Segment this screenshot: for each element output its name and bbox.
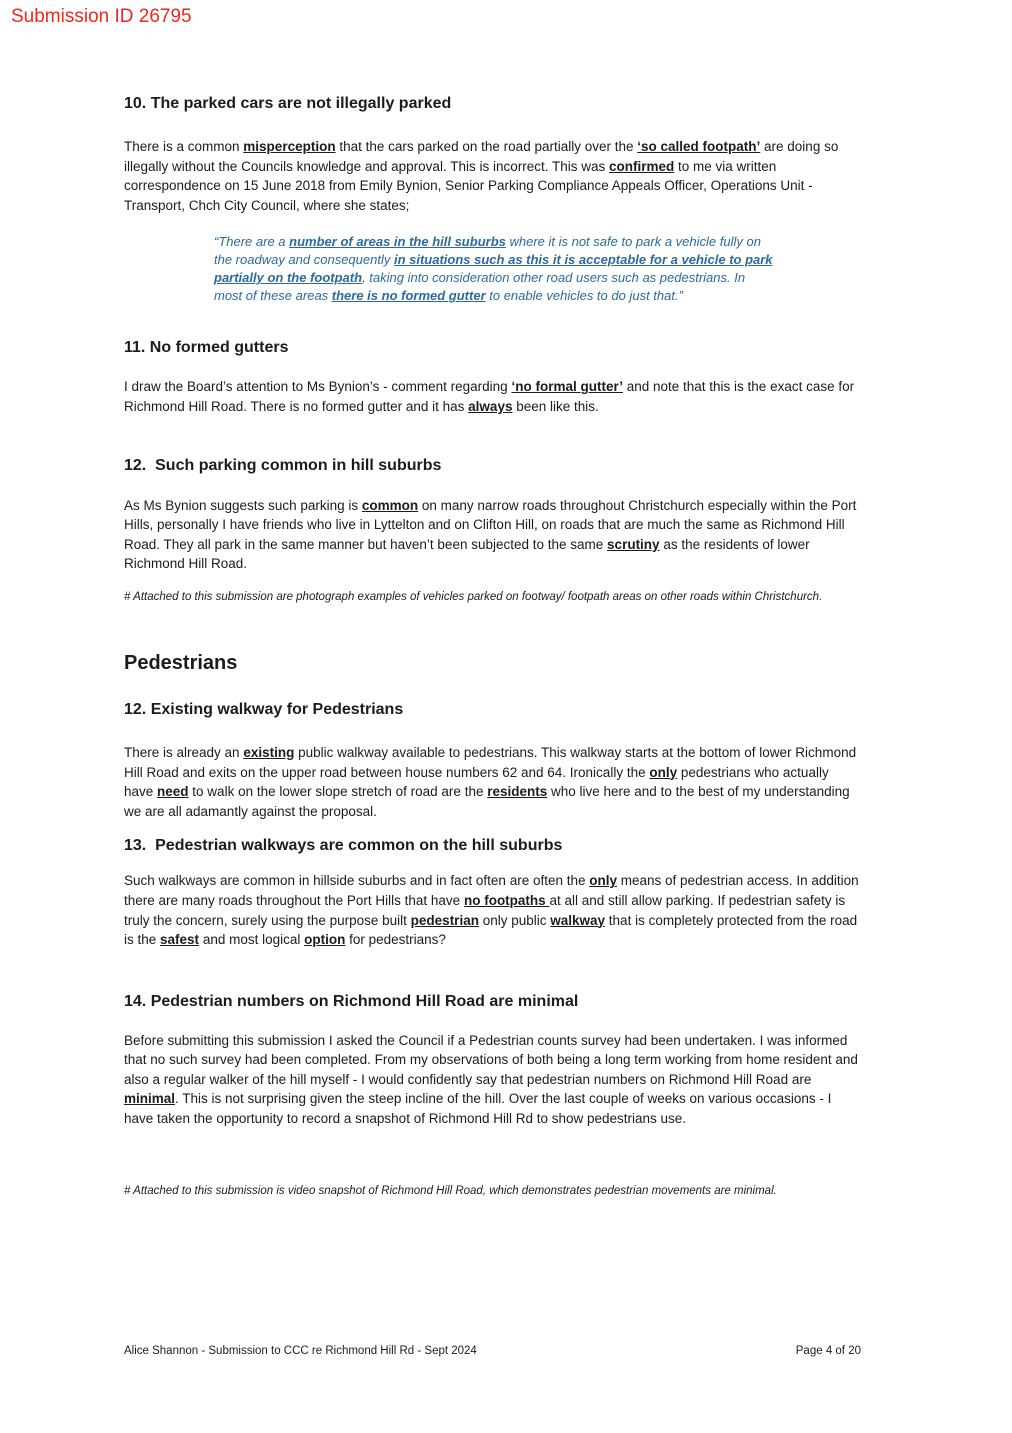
text-run: public walkway available to pedestrians. This walkway starts at the bottom of lower Richmond Hill Road and exits on the upper road between house numbers 62 and 64. Ironically the (124, 744, 857, 780)
text-run: ‘no formal gutter’ (511, 379, 623, 395)
text-run: as the residents of lower Richmond Hill Road. (124, 536, 810, 572)
text-run: always (468, 398, 513, 414)
attachment-note-photographs: # Attached to this submission are photograph examples of vehicles parked on footway/ footpath areas on other roads within Christchurch. (124, 590, 823, 603)
text-run: scrutiny (607, 536, 660, 552)
text-run: pedestrian (410, 912, 479, 928)
text-run: common (361, 497, 419, 513)
footer-page-number: Page 4 of 20 (795, 1345, 861, 1357)
text-run: option (304, 932, 346, 948)
bynion-quote-block (214, 233, 774, 305)
text-run: pedestrians who actually have (124, 764, 829, 800)
document-body (124, 0, 861, 1199)
section-14-heading: 14. Pedestrian numbers on Richmond Hill Road are minimal (124, 992, 579, 1010)
text-run: Before submitting this submission I asked the Council if a Pedestrian counts survey had been undertaken. I was informed that no such survey had been completed. From my observations of both being a long term working from home resident and also a regular walker of the hill myself - I would confidently say that pedestrian numbers on Richmond Hill Road are (124, 1032, 858, 1087)
text-run: and most logical (199, 932, 305, 948)
text-run: where it is not safe to park a vehicle fully on the roadway and consequently (214, 234, 761, 268)
section-12-paragraph (124, 496, 861, 574)
pedestrians-section-heading: Pedestrians (124, 651, 238, 674)
text-run: confirmed (609, 158, 675, 174)
text-run: . This is not surprising given the steep incline of the hill. Over the last couple of weeks on various occasions - I have taken the opportunity to record a snapshot of Richmond Hill Rd to show pedestrians use. (124, 1091, 832, 1127)
text-run: for pedestrians? (345, 932, 446, 948)
footer-author-text: Alice Shannon - Submission to CCC re Richmond Hill Rd - Sept 2024 (124, 1345, 477, 1357)
section-13-paragraph (124, 871, 861, 949)
section-12b-paragraph (124, 743, 861, 821)
text-run: There is a common (124, 139, 244, 154)
text-run: no footpaths (463, 892, 550, 908)
text-run: means of pedestrian access. In addition there are many roads throughout the Port Hills that have (124, 873, 859, 908)
page-footer (124, 1344, 861, 1358)
text-run: to walk on the lower slope stretch of road are the (188, 784, 488, 800)
section-12b-heading: 12. Existing walkway for Pedestrians (124, 700, 404, 718)
section-10-paragraph (124, 137, 861, 215)
text-run: As Ms Bynion suggests such parking is (124, 497, 362, 513)
text-run: Such walkways are common in hillside suburbs and in fact often are often the (124, 873, 590, 889)
text-run: are doing so illegally without the Councils knowledge and approval. This is incorrect. This was (124, 139, 839, 174)
text-run: existing (243, 744, 295, 760)
section-13-heading: 13. Pedestrian walkways are common on the hill suburbs (124, 837, 563, 855)
text-run: ‘so called footpath’ (637, 139, 761, 154)
section-11-paragraph (124, 377, 861, 416)
attachment-note-video: # Attached to this submission is video snapshot of Richmond Hill Road, which demonstrates pedestrian movements are minimal. (124, 1184, 777, 1197)
text-run: that is completely protected from the road is the (124, 912, 858, 948)
section-12-heading: 12. Such parking common in hill suburbs (124, 456, 442, 474)
text-run: , taking into consideration other road users such as pedestrians. In most of these areas (214, 270, 746, 304)
text-run: walkway (550, 912, 606, 928)
section-10-heading: 10. The parked cars are not illegally parked (124, 95, 452, 112)
text-run: who live here and to the best of my understanding we are all adamantly against the proposal. (124, 784, 850, 819)
text-run: misperception (243, 139, 336, 154)
text-run: in situations such as this it is acceptable for a vehicle to park partially on the footpath (214, 252, 773, 286)
text-run: safest (160, 932, 200, 948)
text-run: only (589, 873, 618, 889)
text-run: number of areas in the hill suburbs (289, 234, 506, 250)
text-run: There is already an (124, 744, 244, 760)
section-14-paragraph (124, 1031, 861, 1129)
text-run: at all and still allow parking. If pedestrian safety is truly the concern, surely using the purpose built (124, 892, 846, 928)
text-run: there is no formed gutter (331, 288, 486, 304)
section-11-heading: 11. No formed gutters (124, 339, 289, 357)
text-run: “There are a (214, 234, 290, 250)
text-run: that the cars parked on the road partially over the (335, 139, 638, 154)
text-run: to me via written correspondence on 15 June 2018 from Emily Bynion, Senior Parking Compliance Appeals Officer, Operations Unit - Transport, Chch City Council, where she states; (124, 158, 813, 213)
text-run: I draw the Board’s attention to Ms Bynion’s - comment regarding (124, 379, 512, 395)
text-run: been like this. (512, 398, 599, 414)
text-run: only public (478, 912, 551, 928)
text-run: and note that this is the exact case for Richmond Hill Road. There is no formed gutter and it has (124, 379, 855, 414)
text-run: need (157, 784, 189, 800)
text-run: only (649, 764, 678, 780)
text-run: residents (487, 784, 548, 800)
submission-id-label: Submission ID 26795 (11, 6, 192, 27)
text-run: to enable vehicles to do just that.” (485, 288, 683, 304)
text-run: on many narrow roads throughout Christchurch especially within the Port Hills, personally I have friends who live in Lyttelton and on Clifton Hill, on roads that are much the same as Richmond Hill Road. They all park in the same manner but haven’t been subjected to the same (124, 497, 857, 552)
text-run: minimal (124, 1091, 176, 1107)
